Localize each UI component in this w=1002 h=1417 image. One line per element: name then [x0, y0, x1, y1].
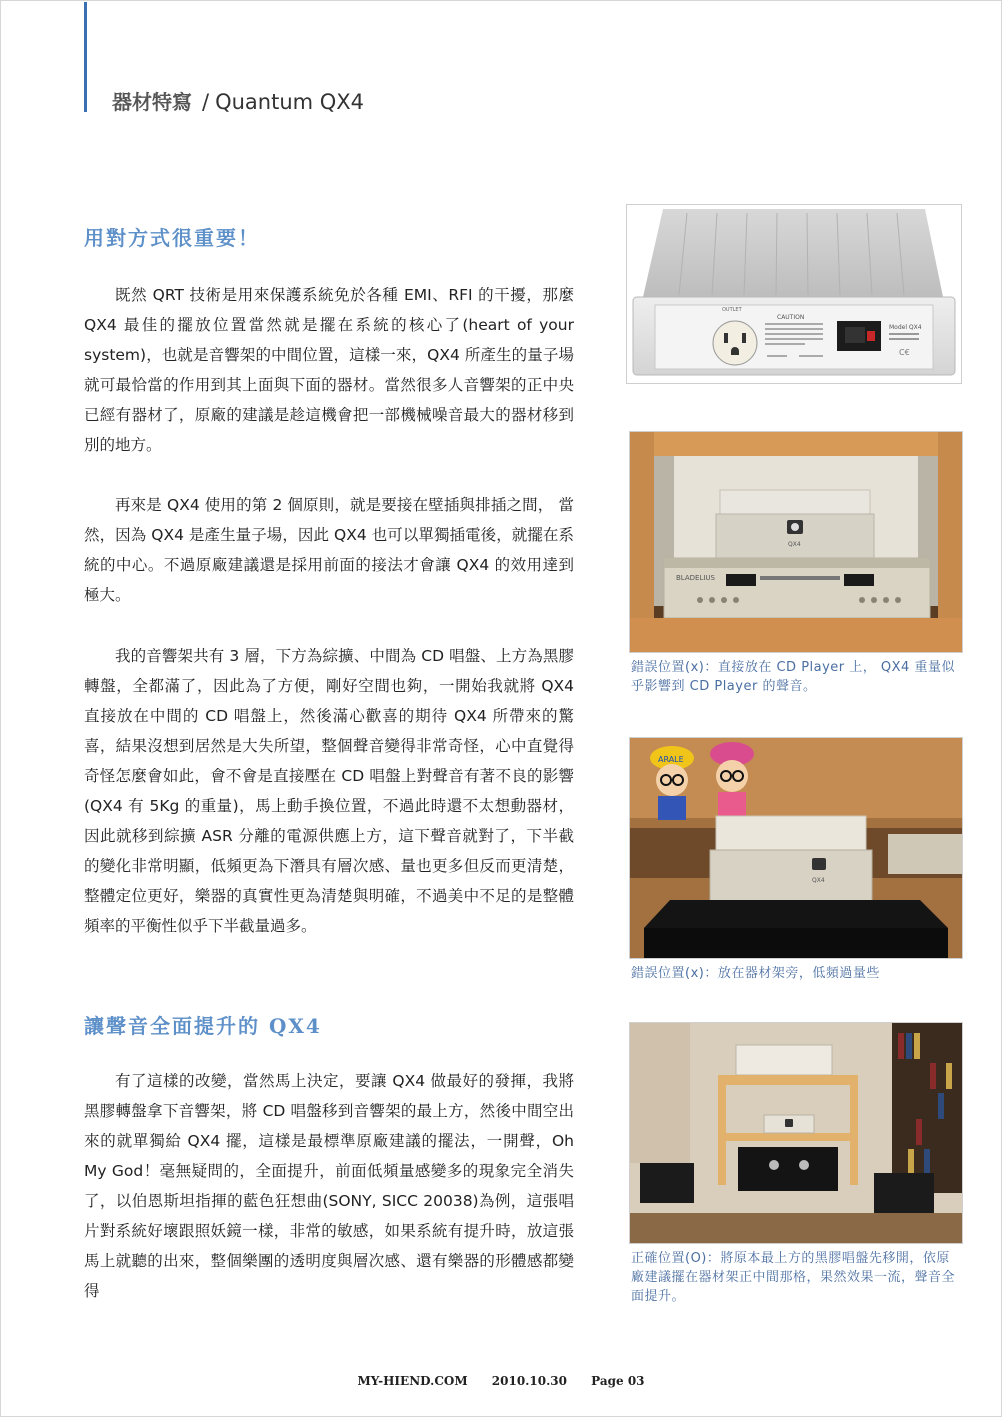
page-header	[112, 86, 364, 115]
paragraph-2: 再來是 QX4 使用的第 2 個原則，就是要接在壁插與排插之間， 當然，因為 QX4 是產生量子場，因此 QX4 也可以單獨插電後，就擺在系統的中心。不過原廠建議還是採用前面的接法才會讓 QX4 的效用達到極大。	[84, 496, 574, 604]
caption-wrong-position-beside: 錯誤位置(x)：放在器材架旁，低頻過量些	[631, 966, 880, 981]
section-title-usage: 用對方式很重要！	[84, 226, 260, 250]
rear-outlet-label: OUTLET	[722, 307, 742, 313]
footer-page: Page 03	[591, 1374, 645, 1388]
rack-side-illustration	[630, 738, 962, 958]
page-footer	[0, 1374, 1002, 1388]
paragraph-3: 我的音響架共有 3 層，下方為綜擴、中間為 CD 唱盤、上方為黑膠轉盤，全都滿了，因此為了方便，剛好空間也夠，一開始我就將 QX4 直接放在中間的 CD 唱盤上，然後滿心歡喜的期待 QX4 所帶來的驚喜，結果沒想到居然是大失所望，整個聲音變得非常奇怪，心中直覺得奇怪怎麼會如此，會不會是直接壓在 CD 唱盤上對聲音有著不良的影響(QX4 有 5Kg 的重量)，馬上動手換位置，不過此時還不太想動器材，因此就移到綜擴 ASR 分離的電源供應上方，這下聲音就對了，下半截的變化非常明顯，低頻更為下潛具有層次感、量也更多但反而更清楚，整體定位更好，樂器的真實性更為清楚與明確，不過美中不足的是整體頻率的平衡性似乎下半截量過多。	[84, 647, 574, 935]
rack-correct-illustration	[630, 1023, 962, 1243]
photo-qx4-beside-rack	[629, 737, 963, 959]
paragraph-4: 有了這樣的改變，當然馬上決定，要讓 QX4 做最好的發揮，我將黑膠轉盤拿下音響架，將 CD 唱盤移到音響架的最上方，然後中間空出來的就單獨給 QX4 擺，這樣是最標準原廠建議的擺法，一開聲，Oh My God！毫無疑問的，全面提升，前面低頻量感變多的現象完全消失了，以伯恩斯坦指揮的藍色狂想曲(SONY, SICC 20038)為例，這張唱片對系統好壞跟照妖鏡一樣，非常的敏感，如果系統有提升時，放這張馬上就聽的出來，整個樂團的透明度與層次感、還有樂器的形體感都變得	[84, 1072, 574, 1300]
caption-correct-position: 正確位置(O)：將原本最上方的黑膠唱盤先移開，依原廠建議擺在器材架正中間那格，果然效果一流，聲音全面提升。	[631, 1251, 956, 1304]
photo-qx4-correct-position	[629, 1022, 963, 1244]
rear-model-label: Model QX4	[889, 324, 922, 331]
cd-player-brand: BLADELIUS	[676, 574, 715, 582]
header-product: Quantum QX4	[215, 90, 365, 114]
photo-qx4-rear-panel	[626, 204, 962, 384]
footer-date: 2010.10.30	[491, 1374, 567, 1388]
header-separator: /	[202, 90, 210, 114]
header-category: 器材特寫	[112, 90, 192, 114]
qx4-label-side: QX4	[812, 877, 825, 884]
ce-mark-icon: C€	[899, 348, 910, 357]
footer-site: MY-HIEND.COM	[357, 1374, 468, 1388]
rear-panel-illustration	[627, 205, 961, 383]
photo-qx4-on-cd-player	[629, 431, 963, 653]
rear-caution-label: CAUTION	[777, 314, 805, 321]
paragraph-1: 既然 QRT 技術是用來保護系統免於各種 EMI、RFI 的干擾，那麼 QX4 最佳的擺放位置當然就是擺在系統的核心了(heart of your system)，也就是音響架的中間位置，這樣一來，QX4 所產生的量子場就可最恰當的作用到其上面與下面的器材。當然很多人音響架的正中央已經有器材了，原廠的建議是趁這機會把一部機械噪音最大的器材移到別的地方。	[84, 286, 574, 454]
cd-player-illustration	[630, 432, 962, 652]
arale-cap-text: ARALE	[658, 755, 684, 764]
header-accent-bar	[84, 2, 87, 112]
section-title-upgrade: 讓聲音全面提升的 QX4	[84, 1014, 322, 1038]
caption-wrong-position-on-cd: 錯誤位置(x)：直接放在 CD Player 上， QX4 重量似乎影響到 CD Player 的聲音。	[631, 660, 955, 694]
qx4-front-label: QX4	[788, 541, 801, 548]
